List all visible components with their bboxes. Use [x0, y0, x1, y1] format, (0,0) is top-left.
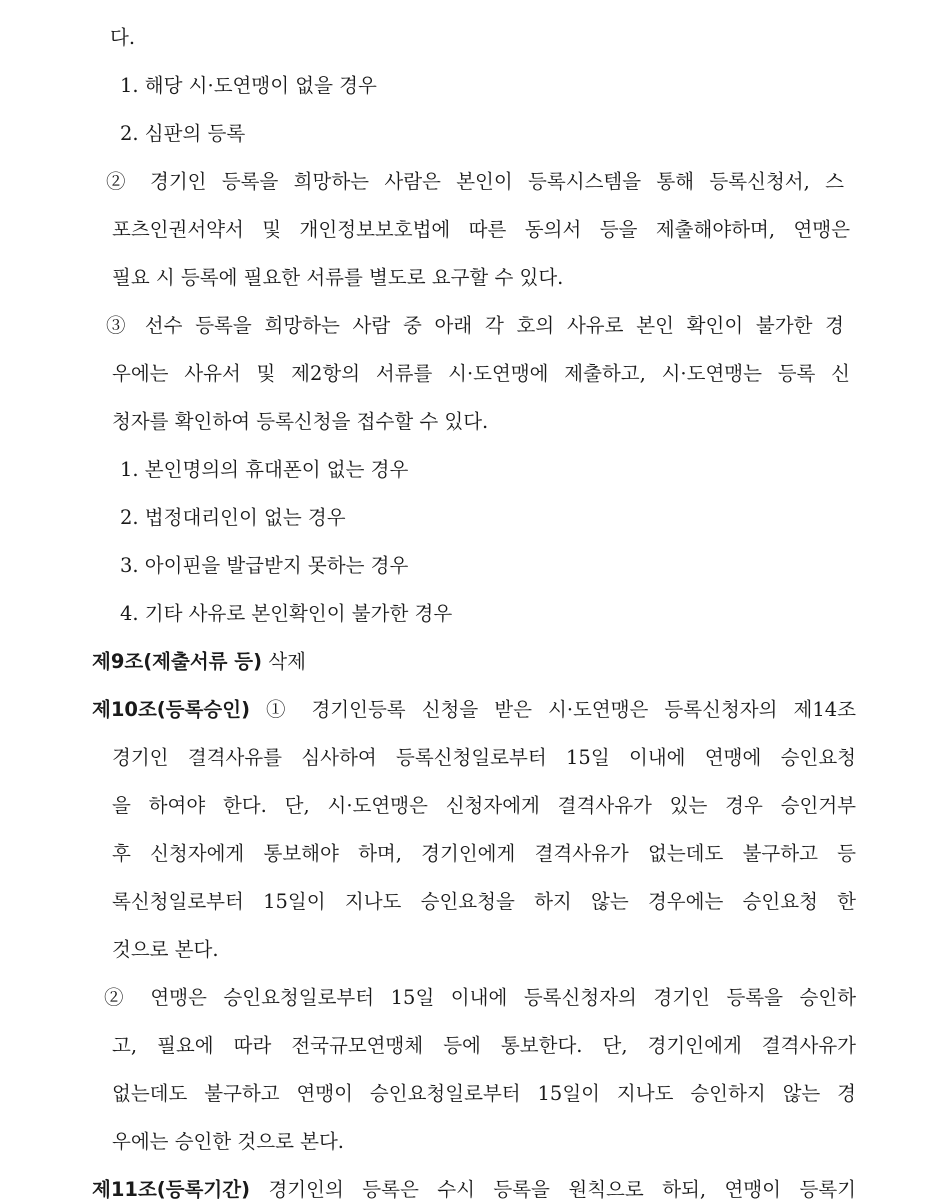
paragraph-line: ② 경기인 등록을 희망하는 사람은 본인이 등록시스템을 통해 등록신청서, 스 [106, 170, 844, 193]
paragraph-line: 록신청일로부터 15일이 지나도 승인요청을 하지 않는 경우에는 승인요청 한 [112, 890, 856, 913]
list-item: 1. 본인명의의 휴대폰이 없는 경우 [120, 458, 409, 481]
list-item: 2. 심판의 등록 [120, 122, 246, 145]
paragraph-line: ③ 선수 등록을 희망하는 사람 중 아래 각 호의 사유로 본인 확인이 불가한 경 [106, 314, 844, 337]
article-heading: 제10조(등록승인) [92, 698, 250, 721]
paragraph-line: 포츠인권서약서 및 개인정보보호법에 따른 동의서 등을 제출해야하며, 연맹은 [112, 218, 850, 241]
article-9 [92, 650, 306, 674]
text-line: 다. [110, 26, 136, 49]
paragraph-line: 우에는 승인한 것으로 본다. [112, 1130, 345, 1153]
paragraph-line: 필요 시 등록에 필요한 서류를 별도로 요구할 수 있다. [112, 266, 564, 289]
list-item: 4. 기타 사유로 본인확인이 불가한 경우 [120, 602, 453, 625]
article-body: ① 경기인등록 신청을 받은 시·도연맹은 등록신청자의 제14조 [249, 698, 856, 721]
paragraph-line: 것으로 본다. [112, 938, 219, 961]
article-10 [92, 698, 856, 722]
article-body: 삭제 [262, 650, 306, 673]
list-item: 3. 아이핀을 발급받지 못하는 경우 [120, 554, 409, 577]
list-item: 2. 법정대리인이 없는 경우 [120, 506, 346, 529]
article-heading: 제11조(등록기간) [92, 1178, 250, 1201]
paragraph-line: 을 하여야 한다. 단, 시·도연맹은 신청자에게 결격사유가 있는 경우 승인거부 [112, 794, 856, 817]
paragraph-line: 우에는 사유서 및 제2항의 서류를 시·도연맹에 제출하고, 시·도연맹는 등록 신 [112, 362, 850, 385]
paragraph-line: 고, 필요에 따라 전국규모연맹체 등에 통보한다. 단, 경기인에게 결격사유가 [112, 1034, 856, 1057]
paragraph-line: 청자를 확인하여 등록신청을 접수할 수 있다. [112, 410, 489, 433]
paragraph-line: 없는데도 불구하고 연맹이 승인요청일로부터 15일이 지나도 승인하지 않는 경 [112, 1082, 856, 1105]
paragraph-line: 경기인 결격사유를 심사하여 등록신청일로부터 15일 이내에 연맹에 승인요청 [112, 746, 856, 769]
paragraph-line: ② 연맹은 승인요청일로부터 15일 이내에 등록신청자의 경기인 등록을 승인하 [104, 986, 856, 1009]
list-item: 1. 해당 시·도연맹이 없을 경우 [120, 74, 377, 97]
article-heading: 제9조(제출서류 등) [92, 650, 263, 673]
paragraph-line: 후 신청자에게 통보해야 하며, 경기인에게 결격사유가 없는데도 불구하고 등 [112, 842, 856, 865]
article-11 [92, 1178, 856, 1202]
article-body: 경기인의 등록은 수시 등록을 원칙으로 하되, 연맹이 등록기 [249, 1178, 856, 1201]
